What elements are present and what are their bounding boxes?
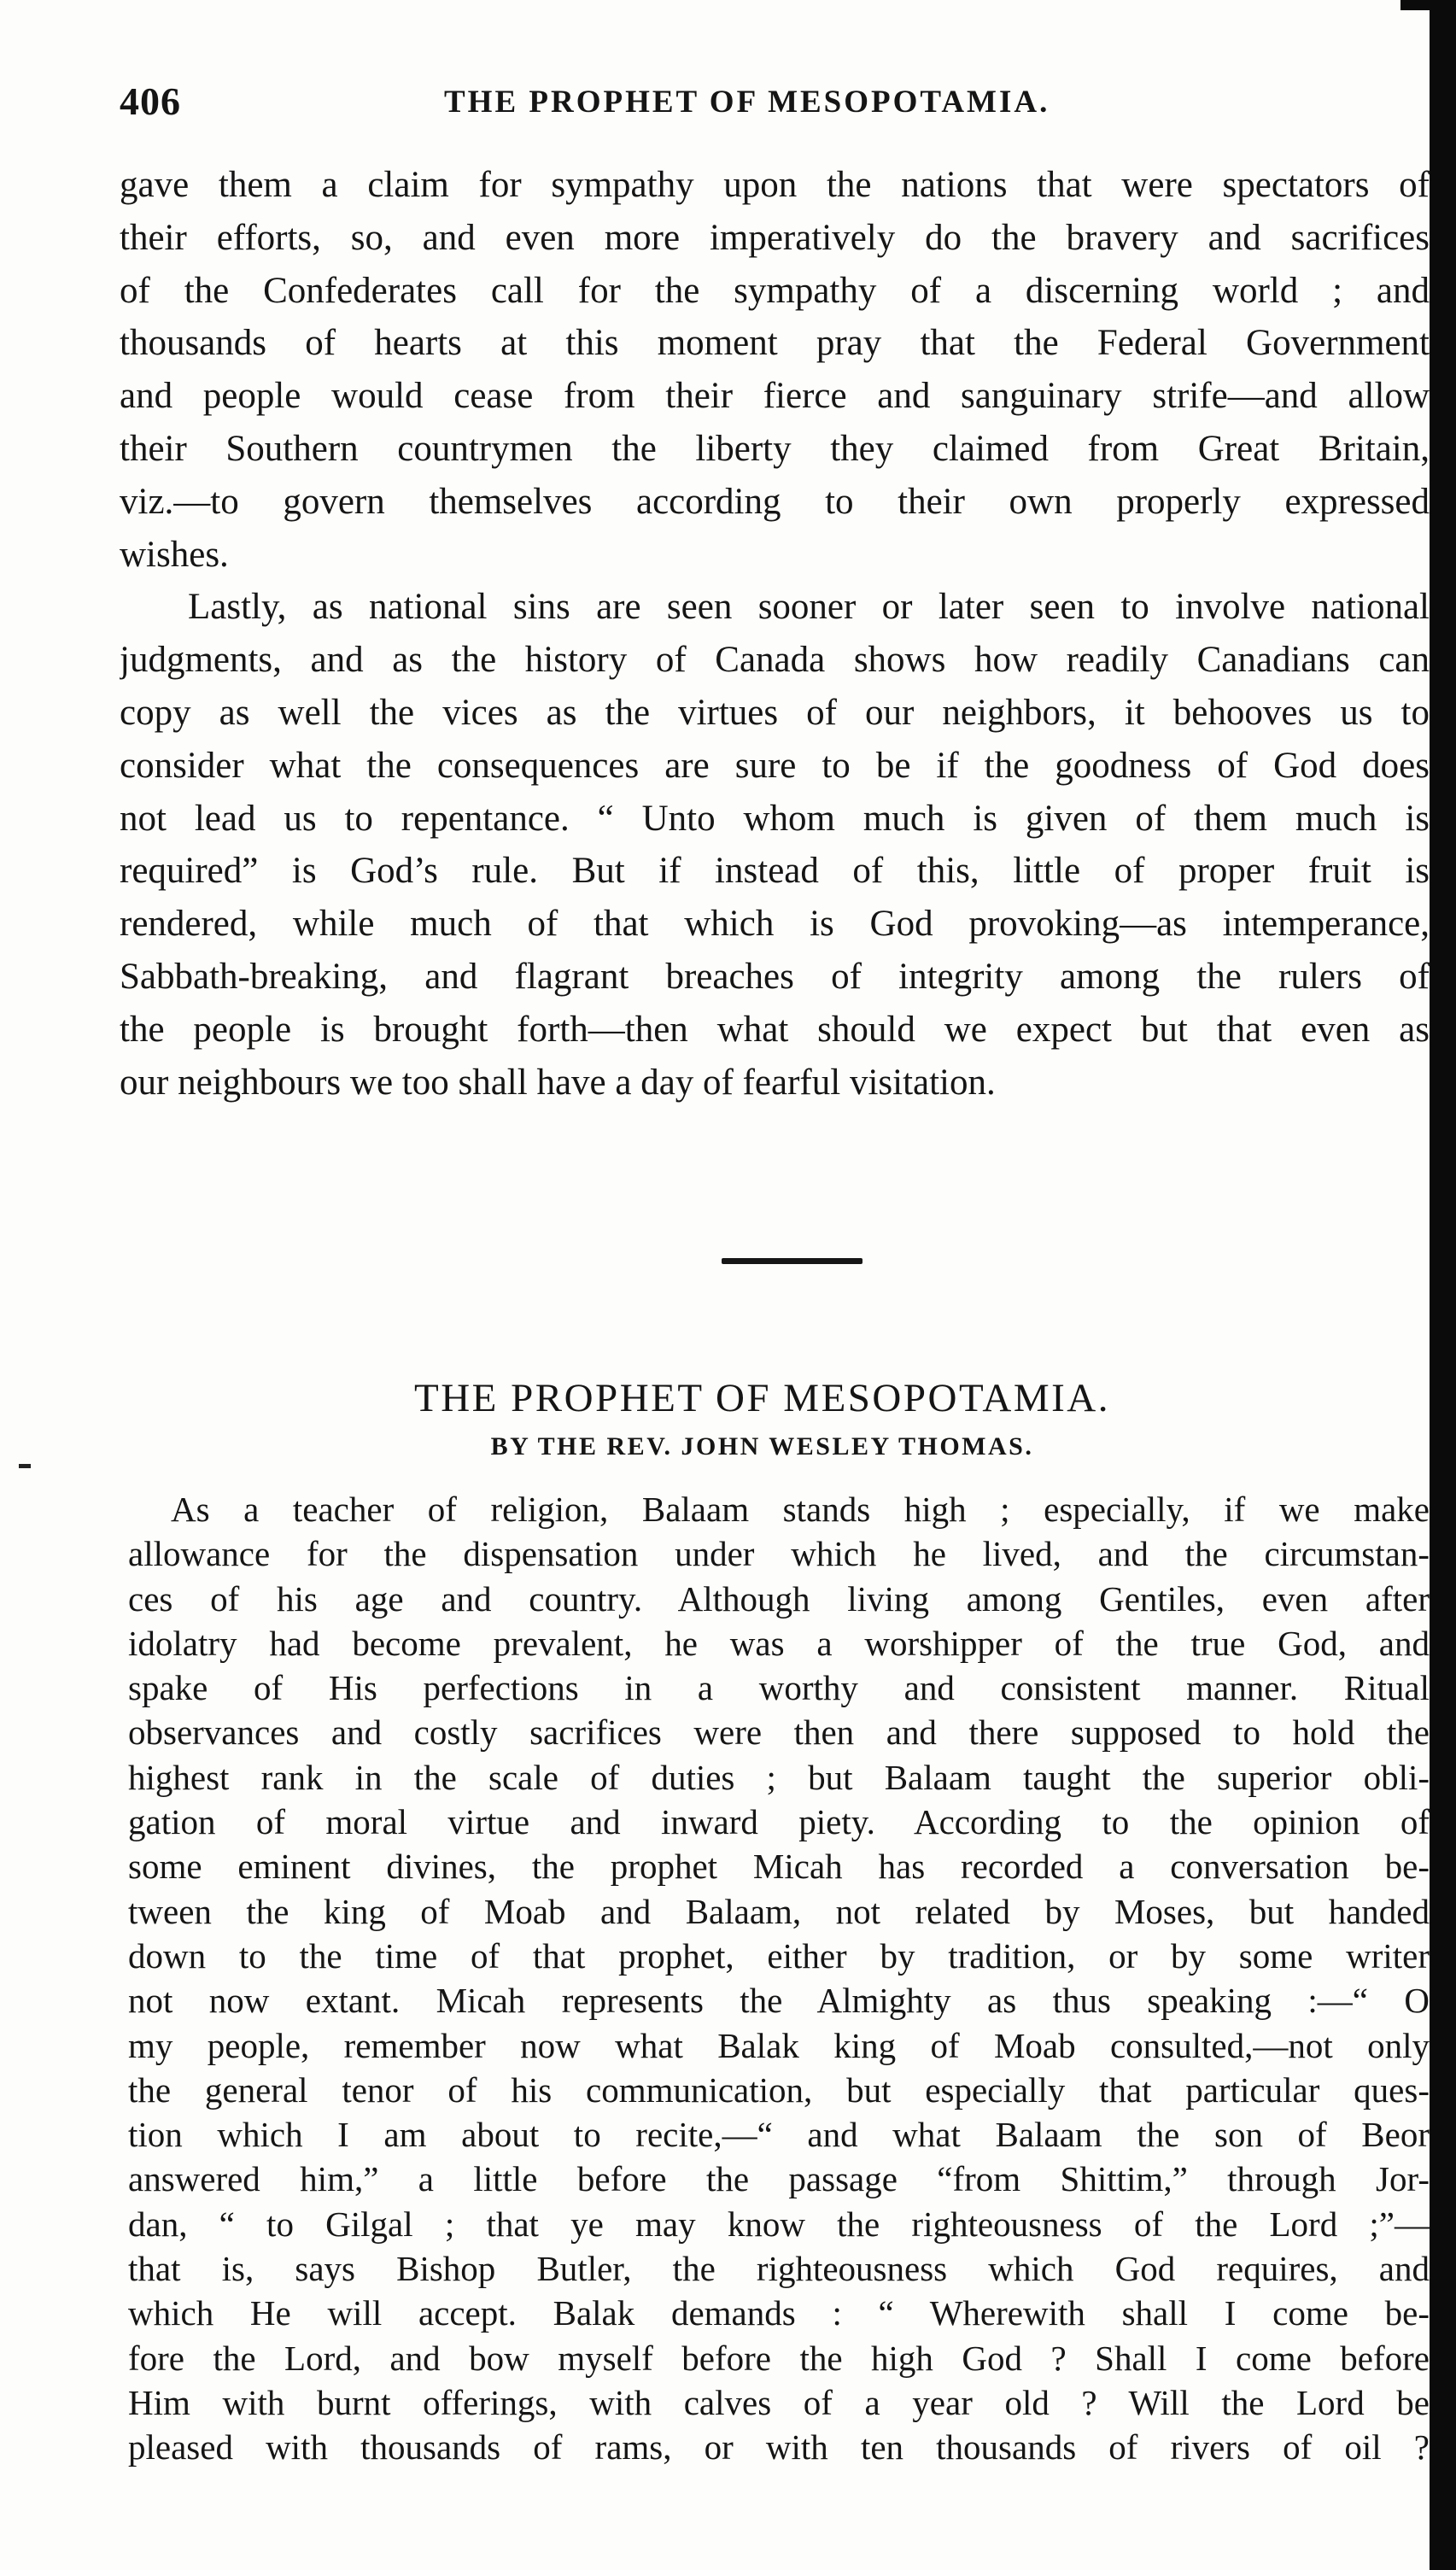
text-line: fore the Lord, and bow myself before the high God ? Shall I come before: [128, 2338, 1430, 2378]
text-line: observances and costly sacrifices were then and there supposed to hold the: [128, 1712, 1430, 1753]
article-body: [128, 1487, 1430, 2470]
gutter-notch: [1400, 0, 1430, 10]
article-byline: BY THE REV. JOHN WESLEY THOMAS.: [490, 1432, 1034, 1461]
text-line: spake of His perfections in a worthy and consistent manner. Ritual: [128, 1668, 1430, 1708]
margin-mark: [19, 1464, 31, 1468]
text-line: tion which I am about to recite,—“ and what Balaam the son of Beor: [128, 2115, 1430, 2155]
paragraph: [120, 581, 1430, 1109]
previous-article-text: [120, 159, 1430, 1109]
text-line: my people, remember now what Balak king of Moab consulted,—not only: [128, 2025, 1430, 2065]
text-line: rendered, while much of that which is God provoking—as intemperance,: [120, 904, 1430, 945]
text-line: dan, “ to Gilgal ; that ye may know the righteousness of the Lord ;”—: [128, 2204, 1430, 2244]
text-line: judgments, and as the history of Canada shows how readily Canadians can: [120, 640, 1430, 681]
binding-gutter-shadow: [1430, 0, 1456, 2570]
text-line: their Southern countrymen the liberty they claimed from Great Britain,: [120, 428, 1430, 469]
text-line: their efforts, so, and even more imperatively do the bravery and sacrifices: [120, 217, 1430, 258]
article-title: THE PROPHET OF MESOPOTAMIA.: [414, 1376, 1110, 1420]
text-line: highest rank in the scale of duties ; but Balaam taught the superior obli-: [128, 1757, 1430, 1797]
text-line: wishes.: [120, 534, 229, 575]
text-line: thousands of hearts at this moment pray that the Federal Government: [120, 323, 1430, 364]
text-line: allowance for the dispensation under which he lived, and the circumstan-: [128, 1534, 1430, 1574]
text-line: copy as well the vices as the virtues of our neighbors, it behooves us to: [120, 692, 1430, 733]
text-line: some eminent divines, the prophet Micah has recorded a conversation be-: [128, 1847, 1430, 1887]
text-line: our neighbours we too shall have a day of fearful visitation.: [120, 1062, 996, 1103]
text-line: down to the time of that prophet, either by tradition, or by some writer: [128, 1935, 1430, 1976]
text-line: of the Confederates call for the sympathy of a discerning world ; and: [120, 270, 1430, 311]
text-line: not lead us to repentance. “ Unto whom much is given of them much is: [120, 798, 1430, 839]
text-line: answered him,” a little before the passage “from Shittim,” through Jor-: [128, 2159, 1430, 2199]
text-line: Him with burnt offerings, with calves of a year old ? Will the Lord be: [128, 2382, 1430, 2422]
paragraph: [128, 1487, 1430, 2470]
text-line: the people is brought forth—then what should we expect but that even as: [120, 1009, 1430, 1050]
section-divider-rule: [722, 1258, 862, 1264]
page-number: 406: [120, 79, 181, 123]
text-line: that is, says Bishop Butler, the righteousness which God requires, and: [128, 2249, 1430, 2289]
paragraph: [120, 159, 1430, 581]
text-line: and people would cease from their fierce and sanguinary strife—and allow: [120, 376, 1430, 417]
text-line: the general tenor of his communication, but especially that particular ques-: [128, 2069, 1430, 2110]
text-line: required” is God’s rule. But if instead of this, little of proper fruit is: [120, 851, 1430, 892]
text-line: viz.—to govern themselves according to their own properly expressed: [120, 481, 1430, 522]
text-line: not now extant. Micah represents the Almighty as thus speaking :—“ O: [128, 1981, 1430, 2021]
text-line: gave them a claim for sympathy upon the nations that were spectators of: [120, 165, 1430, 205]
text-line: which He will accept. Balak demands : “ Wherewith shall I come be-: [128, 2293, 1430, 2333]
text-line: Sabbath-breaking, and flagrant breaches of integrity among the rulers of: [120, 956, 1430, 997]
text-line: gation of moral virtue and inward piety. According to the opinion of: [128, 1802, 1430, 1842]
text-line: ces of his age and country. Although living among Gentiles, even after: [128, 1578, 1430, 1619]
running-title: THE PROPHET OF MESOPOTAMIA.: [444, 85, 1050, 120]
text-line: Lastly, as national sins are seen sooner or later seen to involve national: [188, 587, 1430, 628]
text-line: tween the king of Moab and Balaam, not related by Moses, but handed: [128, 1891, 1430, 1931]
text-line: idolatry had become prevalent, he was a worshipper of the true God, and: [128, 1623, 1430, 1663]
text-line: pleased with thousands of rams, or with ten thousands of rivers of oil ?: [128, 2427, 1430, 2468]
text-line: As a teacher of religion, Balaam stands high ; especially, if we make: [171, 1490, 1430, 1529]
text-line: consider what the consequences are sure to be if the goodness of God does: [120, 745, 1430, 786]
running-head: [120, 79, 1426, 130]
